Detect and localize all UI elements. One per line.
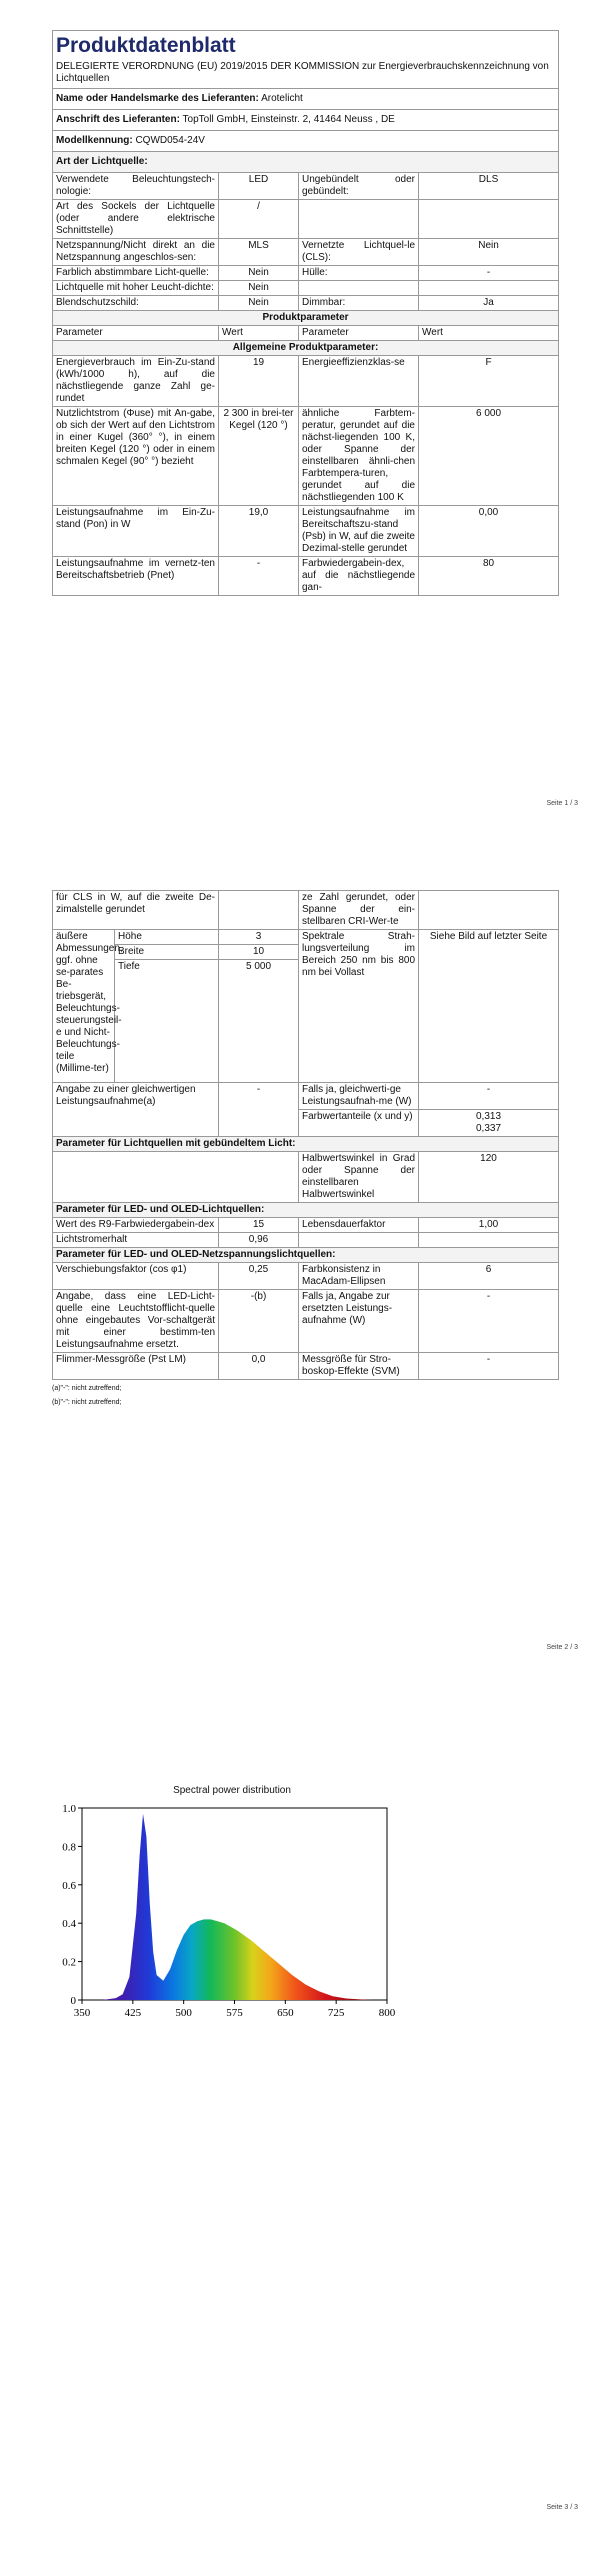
general-param-row	[53, 557, 559, 596]
page-3	[0, 1670, 604, 2560]
supplier-name-label: Name oder Handelsmarke des Lieferanten:	[56, 93, 259, 104]
beam-angle-label: Halbwertswinkel in Grad oder Spanne der einstellbaren Halbwertswinkel	[299, 1152, 419, 1203]
param-label: Leistungsaufnahme im Ein-Zu-stand (Pon) in W	[53, 506, 219, 557]
cont-right: ze Zahl gerundet, oder Spanne der ein-stellbaren CRI-Wer-te	[299, 891, 419, 930]
page-number: Seite 1 / 3	[546, 800, 578, 807]
equiv-power-right-label: Falls ja, gleichwerti-ge Leistungsaufnah-me (W)	[299, 1083, 419, 1110]
type-param-value: LED	[219, 173, 299, 200]
led-replacement-right-label: Falls ja, Angabe zur ersetzten Leistungs-aufnahme (W)	[299, 1290, 419, 1353]
x-tick-label: 425	[124, 2007, 142, 2019]
equiv-power-label: Angabe zu einer gleichwertigen Leistungsaufnahme(a)	[53, 1083, 219, 1137]
param-value: 2 300 in brei-ter Kegel (120 °)	[219, 407, 299, 506]
y-tick-label: 0.6	[62, 1879, 76, 1892]
param-label: Nutzlichtstrom (Φuse) mit An-gabe, ob sich der Wert auf den Lichtstrom in einer Kugel (360° °), in einem breiten Kegel (120 °) oder in einem schmalen Kegel (90° °) bezieht	[53, 407, 219, 506]
dim-depth-label: Tiefe	[115, 960, 219, 1083]
spectral-value: Siehe Bild auf letzter Seite	[419, 930, 559, 1083]
type-param-label: Verwendete Beleuchtungstech-nologie:	[53, 173, 219, 200]
light-source-type-row	[53, 281, 559, 296]
light-source-type-row	[53, 239, 559, 266]
dim-height-value: 3	[219, 930, 299, 945]
led-replacement-value: -(b)	[219, 1290, 299, 1353]
lumen-maint-label: Lichtstromerhalt	[53, 1233, 219, 1248]
x-tick-label: 575	[226, 2007, 243, 2019]
y-tick-label: 0.8	[62, 1841, 76, 1854]
macadam-label: Farbkonsistenz in MacAdam-Ellipsen	[299, 1263, 419, 1290]
type-param-label: Art des Sockels der Lichtquelle (oder andere elektrische Schnittstelle)	[53, 200, 219, 239]
page-2	[0, 830, 604, 1670]
type-param-value-2	[419, 200, 559, 239]
type-param-value-2: -	[419, 266, 559, 281]
dimensions-label: äußere Abmessungen, ggf. ohne se-parates Be-triebsgerät, Beleuchtungs-steuerungsteil-e und Nicht-Beleuchtungs-teile (Millime-ter)	[53, 930, 115, 1083]
led-params-title: Parameter für LED- und OLED-Lichtquellen:	[53, 1203, 559, 1218]
general-param-row	[53, 407, 559, 506]
type-param-label: Farblich abstimmbare Licht-quelle:	[53, 266, 219, 281]
type-param-label: Blendschutzschild:	[53, 296, 219, 311]
type-param-value-2: Ja	[419, 296, 559, 311]
supplier-name: Arotelicht	[261, 93, 303, 104]
dim-depth-value: 5 000	[219, 960, 299, 1083]
param-value-2: 80	[419, 557, 559, 596]
type-param-value: /	[219, 200, 299, 239]
mains-params-title: Parameter für LED- und OLED-Netzspannungslichtquellen:	[53, 1248, 559, 1263]
type-param-value: MLS	[219, 239, 299, 266]
page-number: Seite 3 / 3	[546, 2504, 578, 2511]
param-value-2: F	[419, 356, 559, 407]
general-param-rows	[53, 356, 559, 596]
light-source-type-row	[53, 296, 559, 311]
color-x-value: 0,313	[476, 1111, 502, 1122]
light-source-type-title: Art der Lichtquelle:	[53, 152, 559, 173]
type-param-label: Netzspannung/Nicht direkt an die Netzspannung angeschlos-sen:	[53, 239, 219, 266]
x-tick-label: 350	[73, 2007, 91, 2019]
life-factor-value: 1,00	[419, 1218, 559, 1233]
dim-width-value: 10	[219, 945, 299, 960]
model-id: CQWD054-24V	[135, 135, 205, 146]
footnote-a: (a)"-": nicht zutreffend;	[52, 1385, 122, 1392]
r9-label: Wert des R9-Farbwiedergabein-dex	[53, 1218, 219, 1233]
x-tick-label: 800	[378, 2007, 396, 2019]
beam-angle-value: 120	[419, 1152, 559, 1203]
svm-label: Messgröße für Stro-boskop-Effekte (SVM)	[299, 1353, 419, 1380]
x-tick-label: 500	[175, 2007, 192, 2019]
y-tick-label: 0.4	[62, 1918, 76, 1931]
type-param-value: Nein	[219, 266, 299, 281]
type-param-label-2: Ungebündelt oder gebündelt:	[299, 173, 419, 200]
type-param-value: Nein	[219, 281, 299, 296]
supplier-address-label: Anschrift des Lieferanten:	[56, 114, 180, 125]
flicker-label: Flimmer-Messgröße (Pst LM)	[53, 1353, 219, 1380]
param-value: 19,0	[219, 506, 299, 557]
param-label: Leistungsaufnahme im vernetz-ten Bereitschaftsbetrieb (Pnet)	[53, 557, 219, 596]
spectral-chart	[52, 1785, 412, 2035]
datasheet-table-1	[52, 30, 558, 596]
regulation-text: DELEGIERTE VERORDNUNG (EU) 2019/2015 DER KOMMISSION zur Energieverbrauchskennzeichnung von Lichtquellen	[56, 61, 549, 84]
product-params-title: Produktparameter	[53, 311, 559, 326]
life-factor-label: Lebensdauerfaktor	[299, 1218, 419, 1233]
spectrum-area	[102, 1814, 373, 2000]
type-param-label-2	[299, 281, 419, 296]
y-tick-label: 1.0	[62, 1803, 76, 1815]
type-param-label-2: Vernetzte Lichtquel-le (CLS):	[299, 239, 419, 266]
light-source-type-row	[53, 173, 559, 200]
macadam-value: 6	[419, 1263, 559, 1290]
type-param-value-2: DLS	[419, 173, 559, 200]
general-params-title: Allgemeine Produktparameter:	[53, 341, 559, 356]
power-factor-label: Verschiebungsfaktor (cos φ1)	[53, 1263, 219, 1290]
param-label: Energieverbrauch im Ein-Zu-stand (kWh/1000 h), auf die nächstliegende ganze Zahl ge-rundet	[53, 356, 219, 407]
datasheet-table-2	[52, 890, 558, 1408]
document-title: Produktdatenblatt	[56, 34, 236, 57]
type-param-value-2: Nein	[419, 239, 559, 266]
lumen-maint-value: 0,96	[219, 1233, 299, 1248]
type-param-label-2	[299, 200, 419, 239]
footnote-b: (b)"-": nicht zutreffend;	[52, 1399, 122, 1406]
color-y-value: 0,337	[476, 1123, 502, 1134]
color-coords-label: Farbwertanteile (x und y)	[299, 1110, 419, 1137]
dim-width-label: Breite	[115, 945, 219, 960]
head-parameter-2: Parameter	[299, 326, 419, 341]
head-parameter-1: Parameter	[53, 326, 219, 341]
x-tick-label: 650	[277, 2007, 294, 2019]
svm-value: -	[419, 1353, 559, 1380]
head-value-2: Wert	[419, 326, 559, 341]
general-param-row	[53, 506, 559, 557]
param-label-2: Farbwiedergabein-dex, auf die nächstliegende gan-	[299, 557, 419, 596]
cont-left: für CLS in W, auf die zweite De-zimalstelle gerundet	[53, 891, 219, 930]
general-param-row	[53, 356, 559, 407]
y-tick-label: 0.2	[62, 1956, 76, 1969]
model-label: Modellkennung:	[56, 135, 133, 146]
param-value: 19	[219, 356, 299, 407]
type-param-label-2: Dimmbar:	[299, 296, 419, 311]
supplier-address: TopToll GmbH, Einsteinstr. 2, 41464 Neuss , DE	[182, 114, 395, 125]
type-param-value-2	[419, 281, 559, 296]
light-source-type-row	[53, 266, 559, 281]
param-label-2: ähnliche Farbtem-peratur, gerundet auf die nächst-liegenden 100 K, oder Spanne der einstellbaren ähnli-chen Farbtempera-turen, gerundet auf die nächstliegenden 100 K	[299, 407, 419, 506]
type-param-label-2: Hülle:	[299, 266, 419, 281]
page-number: Seite 2 / 3	[546, 1644, 578, 1651]
x-tick-label: 725	[327, 2007, 345, 2019]
flicker-value: 0,0	[219, 1353, 299, 1380]
equiv-power-value: -	[219, 1083, 299, 1137]
param-value: -	[219, 557, 299, 596]
page-1	[0, 0, 604, 830]
led-replacement-label: Angabe, dass eine LED-Licht-quelle eine Leuchtstofflicht-quelle ohne eingebautes Vor-schaltgerät mit einer bestimm-ten Leistungsaufnahme ersetzt.	[53, 1290, 219, 1353]
dim-height-label: Höhe	[115, 930, 219, 945]
led-replacement-right-value: -	[419, 1290, 559, 1353]
light-source-type-rows	[53, 173, 559, 311]
param-value-2: 6 000	[419, 407, 559, 506]
param-label-2: Energieeffizienzklas-se	[299, 356, 419, 407]
power-factor-value: 0,25	[219, 1263, 299, 1290]
type-param-label: Lichtquelle mit hoher Leucht-dichte:	[53, 281, 219, 296]
param-value-2: 0,00	[419, 506, 559, 557]
chart-title: Spectral power distribution	[173, 1785, 291, 1796]
r9-value: 15	[219, 1218, 299, 1233]
spectral-label: Spektrale Strah-lungsverteilung im Bereich 250 nm bis 800 nm bei Vollast	[299, 930, 419, 1083]
type-param-value: Nein	[219, 296, 299, 311]
spectral-chart-svg	[52, 1800, 412, 2035]
param-label-2: Leistungsaufnahme im Bereitschaftszu-stand (Psb) in W, auf die zweite Dezimal-stelle gerundet	[299, 506, 419, 557]
head-value-1: Wert	[219, 326, 299, 341]
equiv-power-right-value: -	[419, 1083, 559, 1110]
y-tick-label: 0	[70, 1995, 76, 2007]
dls-params-title: Parameter für Lichtquellen mit gebündeltem Licht:	[53, 1137, 559, 1152]
light-source-type-row	[53, 200, 559, 239]
